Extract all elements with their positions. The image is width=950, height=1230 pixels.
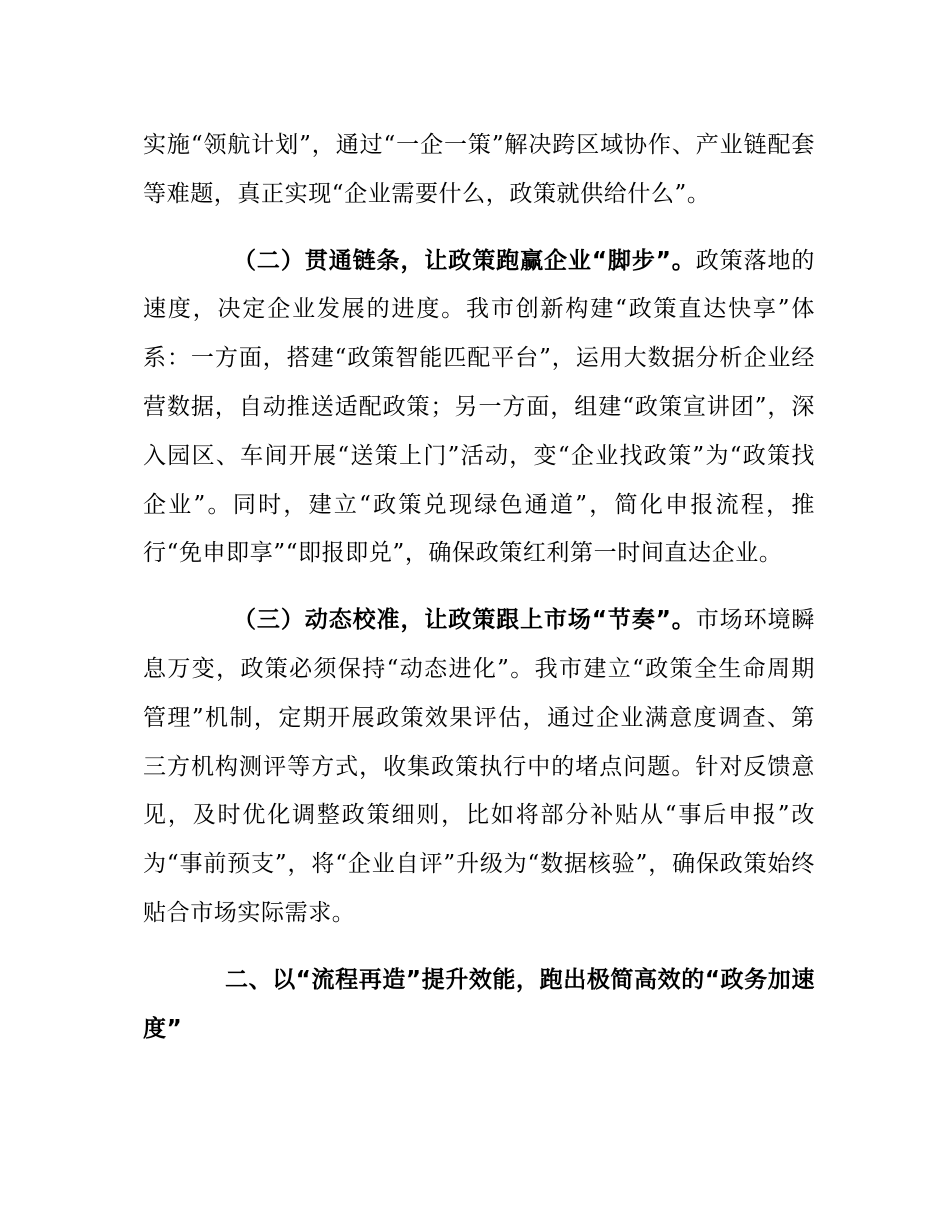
paragraph-text: 实施“领航计划”，通过“一企一策”解决跨区域协作、产业链配套等难题，真正实现“企业需要什么，政策就供给什么”。 xyxy=(143,132,815,207)
section-title: 二、以“流程再造”提升效能，跑出极简高效的“政务加速度” xyxy=(143,966,815,1042)
paragraph-dynamic-calibration xyxy=(143,596,815,938)
paragraph-policy-chain xyxy=(143,237,815,579)
document-body xyxy=(143,121,815,1053)
subheading-policy-chain: （二）贯通链条，让政策跑赢企业“脚步”。 xyxy=(233,247,696,274)
paragraph-text: 市场环境瞬息万变，政策必须保持“动态进化”。我市建立“政策全生命周期管理”机制，定期开展政策效果评估，通过企业满意度调查、第三方机构测评等方式，收集政策执行中的堵点问题。针对反馈意见，及时优化调整政策细则，比如将部分补贴从“事后申报”改为“事前预支”，将“企业自评”升级为“数据核验”，确保政策始终贴合市场实际需求。 xyxy=(143,607,816,926)
subheading-dynamic-calibration: （三）动态校准，让政策跟上市场“节奏”。 xyxy=(233,607,696,634)
paragraph-text: 政策落地的速度，决定企业发展的进度。我市创新构建“政策直达快享”体系：一方面，搭建“政策智能匹配平台”，运用大数据分析企业经营数据，自动推送适配政策；另一方面，组建“政策宣讲团”，深入园区、车间开展“送策上门”活动，变“企业找政策”为“政策找企业”。同时，建立“政策兑现绿色通道”，简化申报流程，推行“免申即享”“即报即兑”，确保政策红利第一时间直达企业。 xyxy=(143,247,816,567)
paragraph-continuation xyxy=(143,121,815,219)
